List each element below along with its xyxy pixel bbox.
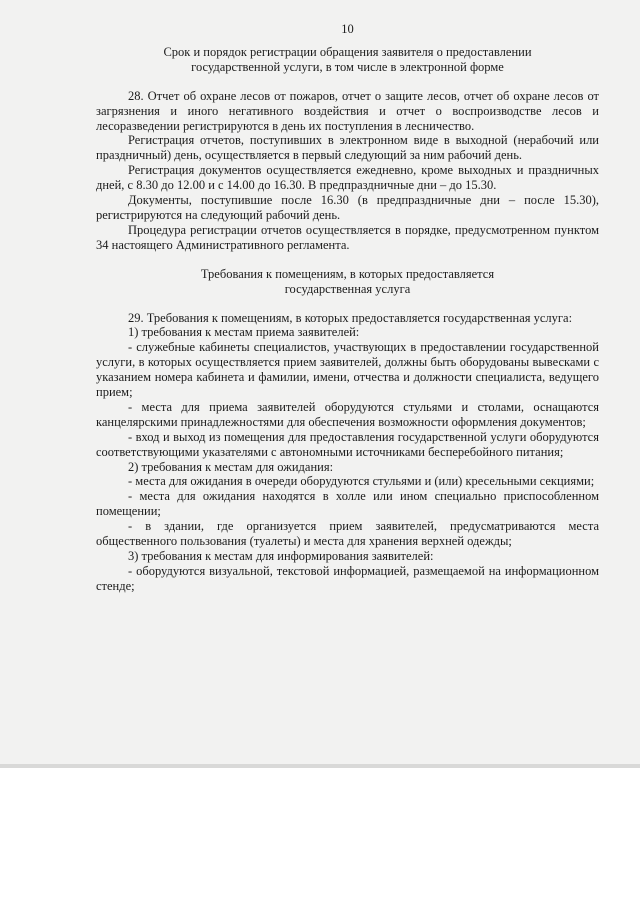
paragraph: 28. Отчет об охране лесов от пожаров, отчет о защите лесов, отчет об охране лесов от загрязнения и иного негативного воздействия и отчет о воспроизводстве лесов и лесоразведении регистрируются в день их поступления в лесничество. [96,88,599,133]
paragraph: Документы, поступившие после 16.30 (в предпраздничные дни – после 15.30), регистрируются на следующий рабочий день. [96,193,599,222]
heading-line: Срок и порядок регистрации обращения заявителя о предоставлении [163,44,532,59]
section-heading-premises [96,267,599,297]
list-item: - места для ожидания в очереди оборудуются стульями и (или) кресельными секциями; [128,474,595,489]
paragraph: 2) требования к местам для ожидания: [128,459,334,474]
list-item: - служебные кабинеты специалистов, участвующих в предоставлении государственной услуги, в которых осуществляется прием заявителей, должны быть оборудованы вывесками с указанием номера кабинета и фамилии, имени, отчества и должности специалиста, ведущего прием; [96,340,599,400]
list-item: - оборудуются визуальной, текстовой информацией, размещаемой на информационном стенде; [96,563,599,593]
list-item: - в здании, где организуется прием заявителей, предусматриваются места общественного пользования (туалеты) и места для хранения верхней одежды; [96,519,599,549]
paragraph: 3) требования к местам для информирования заявителей: [128,549,434,563]
paragraph: 29. Требования к помещениям, в которых предоставляется государственная услуга: [128,310,573,325]
heading-line: Требования к помещениям, в которых предоставляется [200,266,495,281]
page-edge [0,764,640,768]
document-body [96,22,599,594]
page-number: 10 [341,22,354,36]
heading-line: государственной услуги, в том числе в электронной форме [191,59,504,74]
paragraph: 1) требования к местам приема заявителей: [128,325,360,340]
list-item: - места для ожидания находятся в холле или ином специально приспособленном помещении; [96,489,599,519]
list-item: - места для приема заявителей оборудуются стульями и столами, оснащаются канцелярскими принадлежностями для обеспечения возможности оформления документов; [96,399,599,429]
list-item: - вход и выход из помещения для предоставления государственной услуги оборудуются соответствующими указателями с автономными источниками бесперебойного питания; [96,429,599,459]
paragraph: Процедура регистрации отчетов осуществляется в порядке, предусмотренном пунктом 34 настоящего Административного регламента. [96,222,599,252]
heading-line: государственная услуга [284,281,411,296]
section-heading-registration [96,45,599,75]
paragraph: Регистрация документов осуществляется ежедневно, кроме выходных и праздничных дней, с 8.30 до 12.00 и с 14.00 до 16.30. В предпраздничные дни – до 15.30. [96,163,599,193]
paragraph: Регистрация отчетов, поступивших в электронном виде в выходной (нерабочий или праздничный) день, осуществляется в первый следующий за ним рабочий день. [96,133,599,163]
